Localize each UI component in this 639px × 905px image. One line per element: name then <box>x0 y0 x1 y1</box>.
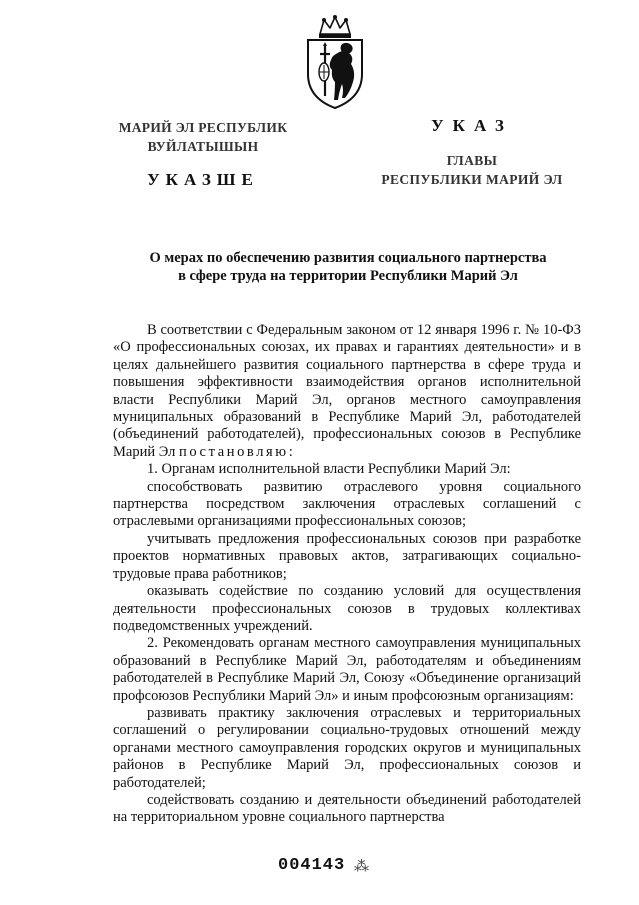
serial-mark-icon: ⁂ <box>354 859 369 875</box>
document-serial-number: 004143 <box>278 856 346 875</box>
preamble-colon: : <box>288 443 293 460</box>
coat-of-arms-emblem <box>298 14 372 112</box>
clause-2-item-2: содействовать созданию и деятельности объединений работодателей на территориальном уровне социального партнерства <box>113 791 581 826</box>
header-right-republic-name: РЕСПУБЛИКИ МАРИЙ ЭЛ <box>381 172 563 187</box>
header-right-head-title: ГЛАВЫ <box>446 153 498 168</box>
document-title-line2: в сфере труда на территории Республики Марий Эл <box>178 268 518 284</box>
preamble-text: В соответствии с Федеральным законом от 12 января 1996 г. № 10-ФЗ «О профессиональных союзах, их правах и гарантиях деятельности» и в целях дальнейшего развития социального партнерства в сфере труда и повышения эффективности взаимодействия органов исполнительной власти Республики Марий Эл, органов местного самоуправления муниципальных образований в Республике Марий Эл, работодателей (объединений работодателей), профессиональных союзов в Республике Марий Эл <box>113 322 581 460</box>
document-body <box>113 322 581 827</box>
header-right-decree-label: УКАЗ <box>431 116 513 135</box>
header-left-head-title: ВУЙЛАТЫШЫН <box>147 139 259 154</box>
preamble-decree-word: постановляю <box>178 443 289 460</box>
clause-1-item-3: оказывать содействие по созданию условий для осуществления деятельности профессиональных союзов в трудовых коллективах подведомственных учреждений. <box>113 583 581 634</box>
document-title <box>108 249 588 285</box>
header-left-decree-label: УКАЗШЕ <box>147 170 259 189</box>
clause-1-heading: 1. Органам исполнительной власти Республики Марий Эл: <box>147 461 511 478</box>
clause-1-item-2: учитывать предложения профессиональных союзов при разработке проектов нормативных правовых актов, затрагивающих социально-трудовые права работников; <box>113 530 581 582</box>
clause-2-item-1: развивать практику заключения отраслевых и территориальных соглашений о регулировании социально-трудовых отношений между органами местного самоуправления городских округов и муниципальных районов в Республике Марий Эл, профессиональных союзов и работодателей; <box>113 704 581 791</box>
document-title-line1: О мерах по обеспечению развития социального партнерства <box>149 250 547 266</box>
clause-2-heading: 2. Рекомендовать органам местного самоуправления муниципальных образований в Республике Марий Эл, работодателям и объединениям работодателей в Республике Марий Эл, Союзу «Объединение организаций профсоюзов Республики Марий Эл» и иным профсоюзным организациям: <box>113 635 581 704</box>
clause-1-item-1: способствовать развитию отраслевого уровня социального партнерства посредством заключения отраслевых соглашений с отраслевыми организациями профессиональных союзов; <box>113 478 581 530</box>
header-left-republic-name: МАРИЙ ЭЛ РЕСПУБЛИК <box>118 120 288 135</box>
preamble-paragraph <box>113 322 581 461</box>
